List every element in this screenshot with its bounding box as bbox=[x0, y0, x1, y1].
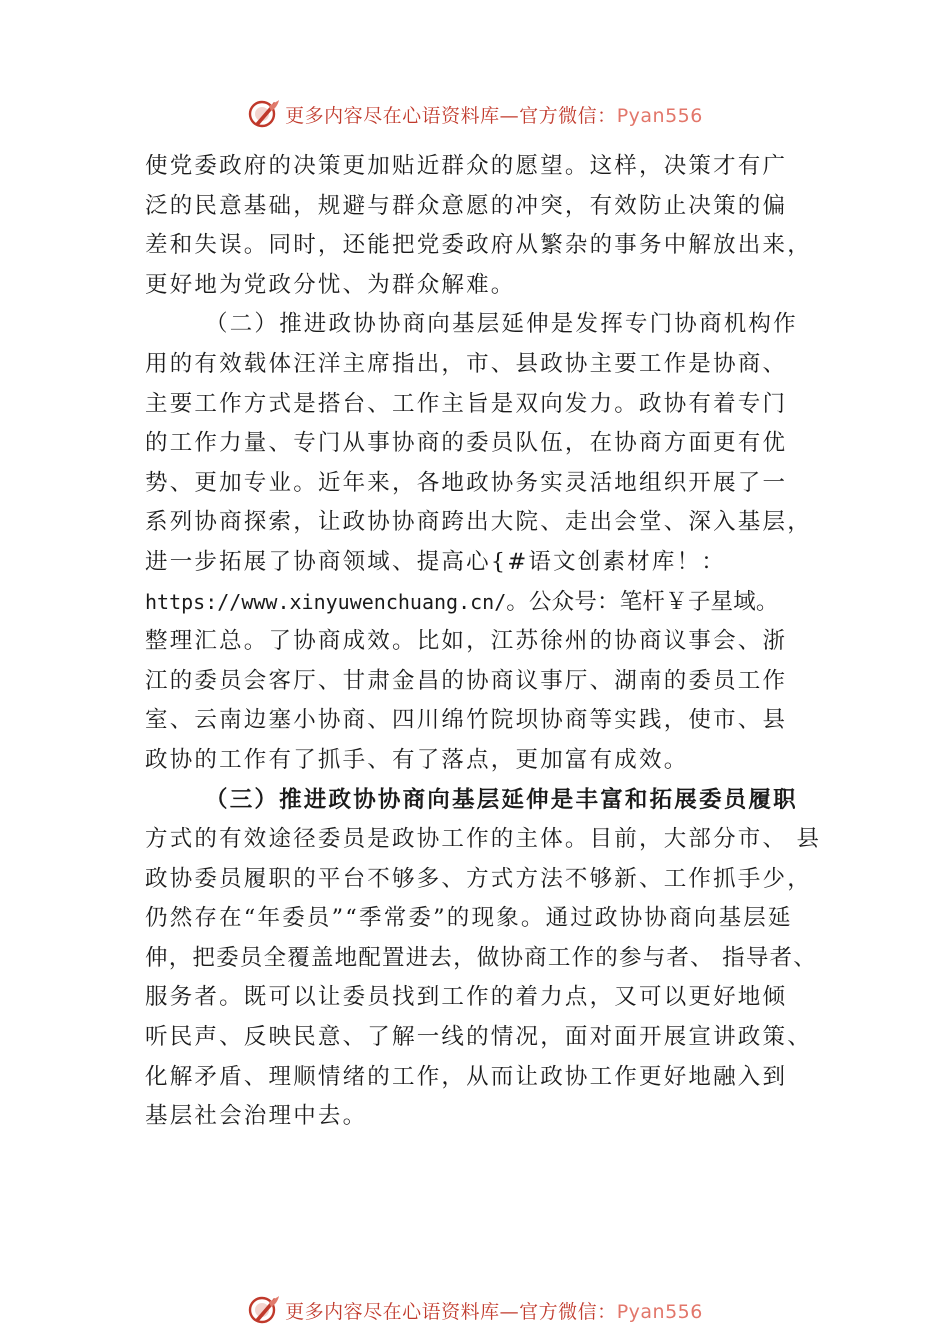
wechat-label: 官方微信： bbox=[519, 104, 617, 127]
url-line-suffix: 。公众号：笔杆￥子星域。 bbox=[506, 588, 779, 615]
url-text: https://www.xinyuwenchuang.cn/ bbox=[145, 589, 507, 614]
wechat-label: 官方微信： bbox=[519, 1300, 617, 1323]
quill-pen-logo-icon bbox=[247, 1293, 281, 1327]
quill-pen-logo-icon bbox=[247, 97, 281, 131]
text-line: 使党委政府的决策更加贴近群众的愿望。这样，决策才有广 bbox=[145, 153, 788, 179]
text-line: 方式的有效途径委员是政协工作的主体。目前，大部分市、 县 bbox=[145, 826, 822, 853]
site-name: 更多内容尽在心语资料库 bbox=[285, 104, 500, 127]
banner-text bbox=[285, 1297, 703, 1324]
separator: — bbox=[499, 104, 520, 127]
text-line: 听民声、反映民意、了解一线的情况，面对面开展宣讲政策、 bbox=[145, 1024, 812, 1051]
wechat-id: Pyan556 bbox=[616, 104, 703, 127]
section-heading-3: （三）推进政协协商向基层延伸是丰富和拓展委员履职 bbox=[205, 786, 798, 813]
text-line: 差和失误。同时，还能把党委政府从繁杂的事务中解放出来， bbox=[145, 232, 812, 259]
document-body bbox=[145, 147, 822, 1137]
wechat-id: Pyan556 bbox=[616, 1300, 703, 1323]
separator: — bbox=[499, 1300, 520, 1323]
text-line: 化解矛盾、理顺情绪的工作，从而让政协工作更好地融入到 bbox=[145, 1063, 788, 1090]
text-line: 整理汇总。了协商成效。比如，江苏徐州的协商议事会、浙 bbox=[145, 628, 788, 655]
text-line: 主要工作方式是搭台、工作主旨是双向发力。政协有着专门 bbox=[145, 390, 788, 417]
text-line: 伸，把委员全覆盖地配置进去，做协商工作的参与者、 指导者、 bbox=[145, 944, 817, 971]
text-line: 江的委员会客厅、甘肃金昌的协商议事厅、湖南的委员工作 bbox=[145, 667, 788, 694]
text-line: 政协的工作有了抓手、有了落点，更加富有成效。 bbox=[145, 746, 689, 773]
site-name: 更多内容尽在心语资料库 bbox=[285, 1300, 500, 1323]
header-banner bbox=[0, 94, 950, 134]
text-line: 室、云南边塞小协商、四川绵竹院坝协商等实践，使市、县 bbox=[145, 707, 788, 734]
text-line: 系列协商探索，让政协协商跨出大院、走出会堂、深入基层， bbox=[145, 509, 812, 536]
text-line: 进一步拓展了协商领域、提高心{#语文创素材库！： bbox=[145, 548, 726, 575]
text-line: 仍然存在“年委员”“季常委”的现象。通过政协协商向基层延 bbox=[145, 905, 793, 932]
text-line: 政协委员履职的平台不够多、方式方法不够新、工作抓手少， bbox=[145, 865, 812, 892]
text-line: 泛的民意基础，规避与群众意愿的冲突，有效防止决策的偏 bbox=[145, 192, 788, 219]
footer-banner bbox=[0, 1290, 950, 1330]
text-line: 基层社会治理中去。 bbox=[145, 1103, 368, 1130]
url-line bbox=[145, 583, 817, 623]
section-heading-2: （二）推进政协协商向基层延伸是发挥专门协商机构作 bbox=[205, 311, 798, 338]
text-line: 服务者。既可以让委员找到工作的着力点，又可以更好地倾 bbox=[145, 984, 788, 1011]
banner-text bbox=[285, 101, 703, 128]
text-line: 用的有效载体汪洋主席指出，市、县政协主要工作是协商、 bbox=[145, 350, 788, 377]
text-line: 更好地为党政分忧、为群众解难。 bbox=[145, 271, 516, 298]
text-line: 的工作力量、专门从事协商的委员队伍，在协商方面更有优 bbox=[145, 430, 788, 457]
text-line: 势、更加专业。近年来，各地政协务实灵活地组织开展了一 bbox=[145, 469, 788, 496]
